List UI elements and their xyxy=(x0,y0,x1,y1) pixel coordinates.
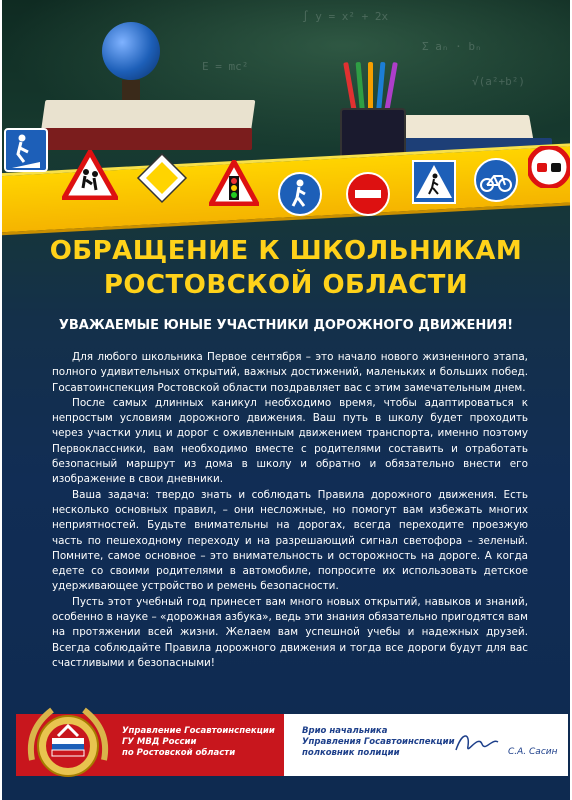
page-title-line2: РОСТОВСКОЙ ОБЛАСТИ xyxy=(103,270,469,300)
signer-title xyxy=(302,726,455,759)
gai-emblem-icon xyxy=(22,700,114,792)
no-overtaking-sign-icon xyxy=(528,146,570,188)
handwritten-signature xyxy=(452,728,502,758)
org-line: ГУ МВД России xyxy=(122,737,197,747)
chief-line: Управления Госавтоинспекции xyxy=(302,737,455,747)
paragraph: После самых длинных каникул необходимо время, чтобы адаптироваться к непростым условиям дорожного движения. Ваш путь в школу будет проходить через участки улиц и дорог с оживленным движением транспорта, именно поэтому Первоклассники, вам необходимо вместе с родителями составить и отработать безопасный маршрут из дома в школу и обратно и обязательно внести его изображение в свои дневники. xyxy=(52,396,528,486)
bicycle-path-sign-icon xyxy=(474,158,518,202)
letter-body xyxy=(52,350,528,671)
poster xyxy=(2,0,570,800)
signer-name: С.А. Сасин xyxy=(508,747,558,757)
organization-name xyxy=(122,726,275,759)
main-road-sign-icon xyxy=(136,152,188,204)
page-subtitle: УВАЖАЕМЫЕ ЮНЫЕ УЧАСТНИКИ ДОРОЖНОГО ДВИЖЕНИЯ! xyxy=(58,318,514,333)
paragraph: Ваша задача: твердо знать и соблюдать Правила дорожного движения. Есть несколько основных правил, – они несложные, но помогут вам избежать многих неприятностей. Будьте внимательны на дорогах, всегда переходите проезжую часть по пешеходному переходу и на разрешающий сигнал светофора – зеленый. Помните, самое основное – это внимательность и осторожность на дороге. А когда едете со своими родителями в автомобиле, попросите их использовать детское удерживающее устройство и ремень безопасности. xyxy=(52,488,528,593)
paragraph: Пусть этот учебный год принесет вам много новых открытий, навыков и знаний, особенно в науке – «дорожная азбука», ведь эти знания обязательно пригодятся вам на протяжении всей жизни. Желаем вам успешной учебы и надежных друзей. Всегда соблюдайте Правила дорожного движения и тогда все дороги будут для вас счастливыми и безопасными! xyxy=(52,595,528,669)
children-warning-sign-icon xyxy=(62,150,118,200)
traffic-light-sign-icon xyxy=(209,160,259,206)
pedestrian-crossing-sign-icon xyxy=(4,128,48,172)
org-line: Управление Госавтоинспекции xyxy=(122,726,275,736)
chief-line: Врио начальника xyxy=(302,726,388,736)
crosswalk-sign-icon xyxy=(412,160,456,204)
paragraph: Для любого школьника Первое сентября – это начало нового жизненного этапа, полного удивительных открытий, важных достижений, маленьких и больших побед. Госавтоинспекция Ростовской области поздравляет вас с этим замечательным днем. xyxy=(52,351,528,394)
pedestrian-zone-sign-icon xyxy=(278,172,322,216)
no-entry-sign-icon xyxy=(346,172,390,216)
globe-image xyxy=(102,22,160,80)
chief-line: полковник полиции xyxy=(302,748,400,758)
chalkboard-background: ∫ y = x² + 2x Σ aₙ · bₙ E = mc² √(a²+b²) xyxy=(2,0,570,150)
page-title-line1: ОБРАЩЕНИЕ К ШКОЛЬНИКАМ xyxy=(49,236,523,266)
books-left-cover xyxy=(32,128,252,150)
org-line: по Ростовской области xyxy=(122,748,236,758)
